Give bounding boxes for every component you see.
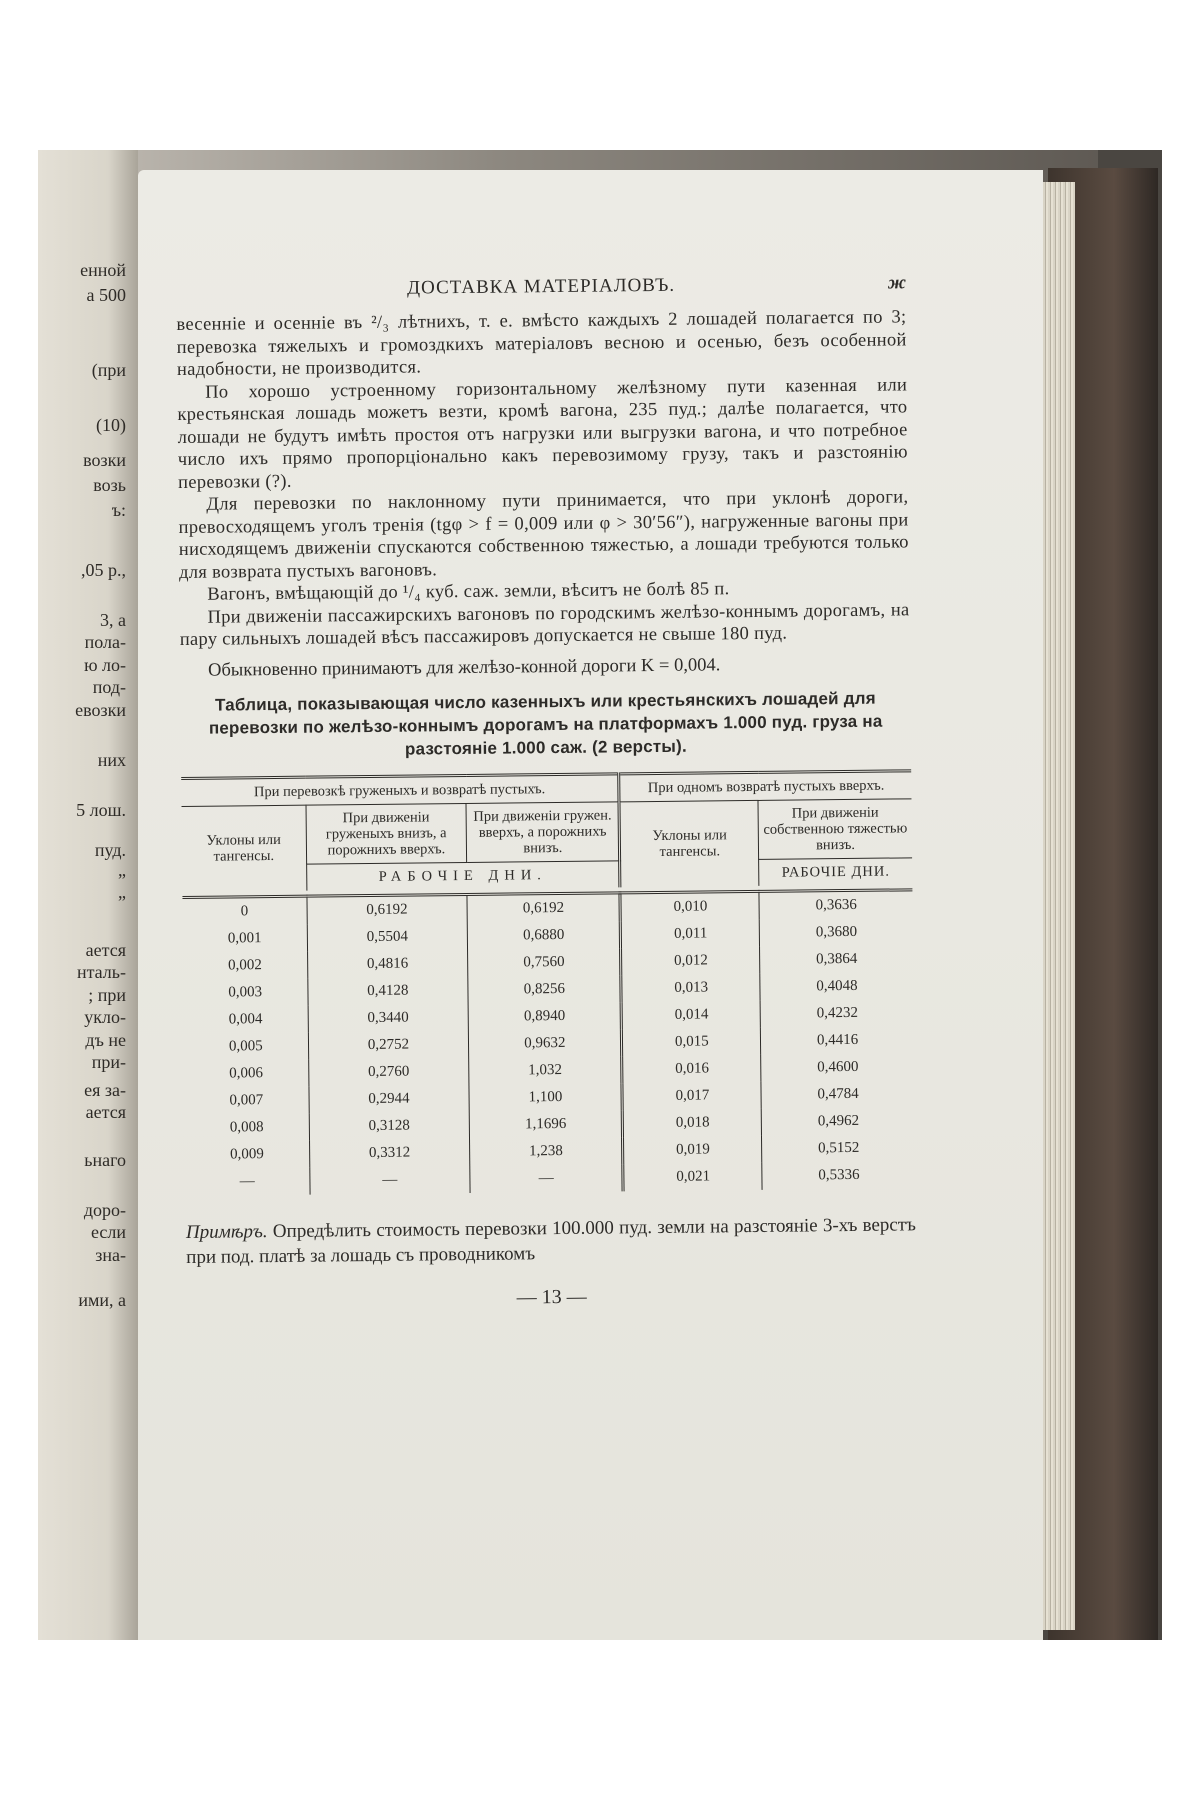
self-weight-cell: 0,3864 xyxy=(760,945,914,974)
horses-table xyxy=(181,769,915,1196)
loaded-down-cell: 0,2752 xyxy=(308,1030,469,1059)
loaded-up-cell: 1,238 xyxy=(470,1137,624,1166)
self-weight-cell: 0,5336 xyxy=(762,1161,916,1190)
self-weight-cell: 0,4600 xyxy=(761,1053,915,1082)
example-text: Опредѣлить стоимость перевозки 100.000 пуд. земли на разстояніе 3-хъ верстъ при под. платѣ за лошадь съ проводникомъ xyxy=(186,1213,917,1268)
workdays-label-right: РАБОЧІЕ ДНИ. xyxy=(759,857,913,885)
self-weight-cell: 0,4784 xyxy=(761,1080,915,1109)
left-page-fragment: возки xyxy=(83,450,126,470)
self-weight-cell: 0,3636 xyxy=(759,889,913,919)
left-page-fragment: зна- xyxy=(95,1245,126,1265)
left-page-fragment: ; при xyxy=(88,985,126,1005)
slope-left-cell: 0,004 xyxy=(228,1010,263,1027)
slope-right-cell: 0,010 xyxy=(620,891,759,921)
left-page-fragment: 5 лош. xyxy=(76,800,126,820)
left-page-fragment: дъ не xyxy=(85,1030,126,1050)
loaded-up-cell: 1,032 xyxy=(469,1056,623,1085)
example-paragraph xyxy=(186,1212,916,1270)
self-weight-cell: 0,4048 xyxy=(760,972,914,1001)
left-page-fragment: енной xyxy=(80,260,126,280)
left-page xyxy=(38,150,138,1640)
loaded-down-cell: 0,3440 xyxy=(308,1003,469,1032)
left-page-fragment: ея за- xyxy=(84,1080,126,1100)
slope-left-cell: 0,005 xyxy=(228,1037,263,1054)
slope-left-cell: 0,006 xyxy=(229,1064,264,1081)
col-self-weight: При движеніи собственною тяжестью внизъ. xyxy=(758,798,912,859)
left-page-fragment: возь xyxy=(93,475,126,495)
loaded-up-cell: 1,1696 xyxy=(469,1110,623,1139)
running-title: ДОСТАВКА МАТЕРІАЛОВЪ. xyxy=(406,274,676,299)
loaded-down-cell: — xyxy=(309,1165,470,1194)
left-page-fragment: ” xyxy=(118,892,126,912)
slope-left-cell: 0,007 xyxy=(229,1091,264,1108)
left-page-fragment: евозки xyxy=(75,700,126,720)
loaded-down-cell: 0,6192 xyxy=(307,894,468,924)
book-photo xyxy=(38,150,1162,1640)
loaded-down-cell: 0,3312 xyxy=(309,1138,470,1167)
loaded-down-cell: 0,2944 xyxy=(309,1084,470,1113)
left-page-fragment: ю ло- xyxy=(84,655,126,675)
left-page-fragment: нталь- xyxy=(76,962,126,982)
col-loaded-up: При движеніи гружен. вверхъ, а порожнихъ внизъ. xyxy=(466,801,620,862)
left-page-fragment: ъ: xyxy=(111,500,126,520)
loaded-up-cell: 0,8256 xyxy=(468,975,622,1004)
slope-right-cell: 0,016 xyxy=(622,1054,761,1082)
loaded-down-cell: 0,2760 xyxy=(308,1057,469,1086)
slope-right-cell: 0,012 xyxy=(621,946,760,974)
paragraph: Для перевозки по наклонному пути принимается, что при уклонѣ дороги, превосходящемъ уголъ тренія (tgφ > f = 0,009 или φ > 30′56″), нагруженные вагоны при нисходящемъ движеніи спускаются собственною тяжестью, а лошади требуются только для возврата пустыхъ вагоновъ. xyxy=(178,487,909,583)
paragraph: Вагонъ, вмѣщающій до ¹/₄ куб. саж. земли, вѣситъ не болѣ 85 п. xyxy=(207,579,730,605)
loaded-up-cell: 0,6192 xyxy=(467,892,621,922)
left-page-fragment: доро- xyxy=(83,1200,126,1220)
right-page xyxy=(138,170,1043,1640)
left-page-fragment: а 500 xyxy=(86,285,126,305)
left-page-fragment: (при xyxy=(91,360,126,380)
slope-left-cell: 0,001 xyxy=(227,929,262,946)
loaded-up-cell: 0,9632 xyxy=(469,1029,623,1058)
slope-right-cell: 0,013 xyxy=(621,973,760,1001)
left-page-fragment: пуд. xyxy=(94,840,126,860)
col-slope-right: Уклоны или тангенсы. xyxy=(619,800,759,887)
signature-mark: ж xyxy=(887,272,907,294)
loaded-up-cell: 0,7560 xyxy=(468,948,622,977)
self-weight-cell: 0,4232 xyxy=(760,999,914,1028)
left-page-fragment: ается xyxy=(85,1102,126,1122)
slope-left-cell: 0,008 xyxy=(229,1118,264,1135)
table-body xyxy=(182,889,915,1195)
slope-left-cell: 0,009 xyxy=(229,1145,264,1162)
workdays-label-left: РАБОЧІЕ ДНИ. xyxy=(306,860,620,890)
slope-right-cell: 0,019 xyxy=(623,1135,762,1163)
loaded-down-cell: 0,3128 xyxy=(309,1111,470,1140)
left-page-fragment: них xyxy=(97,750,126,770)
self-weight-cell: 0,4416 xyxy=(761,1026,915,1055)
page-content xyxy=(176,272,917,1312)
table-caption: Таблица, показывающая число казенныхъ или крестьянскихъ лошадей для перевозки по желѣзо-коннымъ дорогамъ на платформахъ 1.000 пуд. груза на разстояніе 1.000 саж. (2 версты). xyxy=(208,688,883,759)
slope-right-cell: 0,017 xyxy=(622,1081,761,1109)
left-page-fragment: ается xyxy=(85,940,126,960)
self-weight-cell: 0,3680 xyxy=(759,918,913,947)
slope-right-cell: 0,021 xyxy=(623,1162,762,1190)
slope-left-cell: 0,003 xyxy=(228,983,263,1000)
formula-line: Обыкновенно принимаютъ для желѣзо-конной дороги K = 0,004. xyxy=(207,654,721,681)
left-page-fragment: (10) xyxy=(96,415,126,435)
example-lead: Примѣръ. xyxy=(185,1220,268,1243)
self-weight-cell: 0,4962 xyxy=(761,1107,915,1136)
page-number: — 13 — xyxy=(516,1285,587,1308)
left-page-fragment: под- xyxy=(92,677,126,697)
left-page-fragment: пола- xyxy=(84,632,126,652)
left-page-fragment: укло- xyxy=(84,1007,126,1027)
loaded-down-cell: 0,4128 xyxy=(307,976,468,1005)
paragraph: При движеніи пассажирскихъ вагоновъ по городскимъ желѣзо-коннымъ дорогамъ, на пару сильныхъ лошадей вѣсъ пассажировъ допускается не свыше 180 пуд. xyxy=(179,599,910,650)
group-header-right: При одномъ возвратѣ пустыхъ вверхъ. xyxy=(619,770,911,801)
paragraph: весенніе и осенніе въ ²/₃ лѣтнихъ, т. е. вмѣсто каждыхъ 2 лошадей полагается по 3; перевозка тяжелыхъ и громоздкихъ матеріаловъ весною и осенью, безъ особенной надобности, не производится. xyxy=(176,307,907,380)
col-slope-left: Уклоны или тангенсы. xyxy=(206,831,281,865)
left-page-fragment: если xyxy=(90,1222,126,1242)
loaded-down-cell: 0,5504 xyxy=(307,922,468,951)
self-weight-cell: 0,5152 xyxy=(762,1134,916,1163)
loaded-up-cell: 1,100 xyxy=(469,1083,623,1112)
slope-left-cell: — xyxy=(239,1172,255,1189)
left-page-fragment: ими, а xyxy=(78,1290,126,1310)
left-page-fragment: ьнаго xyxy=(84,1150,126,1170)
loaded-up-cell: 0,8940 xyxy=(468,1002,622,1031)
left-page-fragment: 3, а xyxy=(100,610,126,630)
loaded-down-cell: 0,4816 xyxy=(307,949,468,978)
slope-left-cell: 0,002 xyxy=(228,956,262,973)
group-header-left: При перевозкѣ груженыхъ и возвратѣ пустыхъ. xyxy=(181,773,619,806)
paragraph: По хорошо устроенному горизонтальному желѣзному пути казенная или крестьянская лошадь можетъ везти, кромѣ вагона, 235 пуд.; далѣе полагается, что лошади не будутъ имѣть простоя отъ нагрузки или выгрузки вагона, и что потребное число ихъ прямо пропорціонально какъ перевозимому грузу, такъ и разстоянію перевозки (?). xyxy=(177,374,908,493)
left-page-fragment: при- xyxy=(91,1052,126,1072)
loaded-up-cell: — xyxy=(470,1164,624,1193)
slope-right-cell: 0,018 xyxy=(623,1108,762,1136)
loaded-up-cell: 0,6880 xyxy=(467,921,621,950)
slope-right-cell: 0,014 xyxy=(622,1000,761,1028)
left-page-fragment: ,05 р., xyxy=(81,560,126,580)
col-loaded-down: При движеніи груженыхъ внизъ, а порожнихъ вверхъ. xyxy=(306,803,467,864)
left-page-fragment: ” xyxy=(118,870,126,890)
slope-right-cell: 0,011 xyxy=(621,919,760,947)
slope-left-cell: 0 xyxy=(240,902,249,919)
slope-right-cell: 0,015 xyxy=(622,1027,761,1055)
